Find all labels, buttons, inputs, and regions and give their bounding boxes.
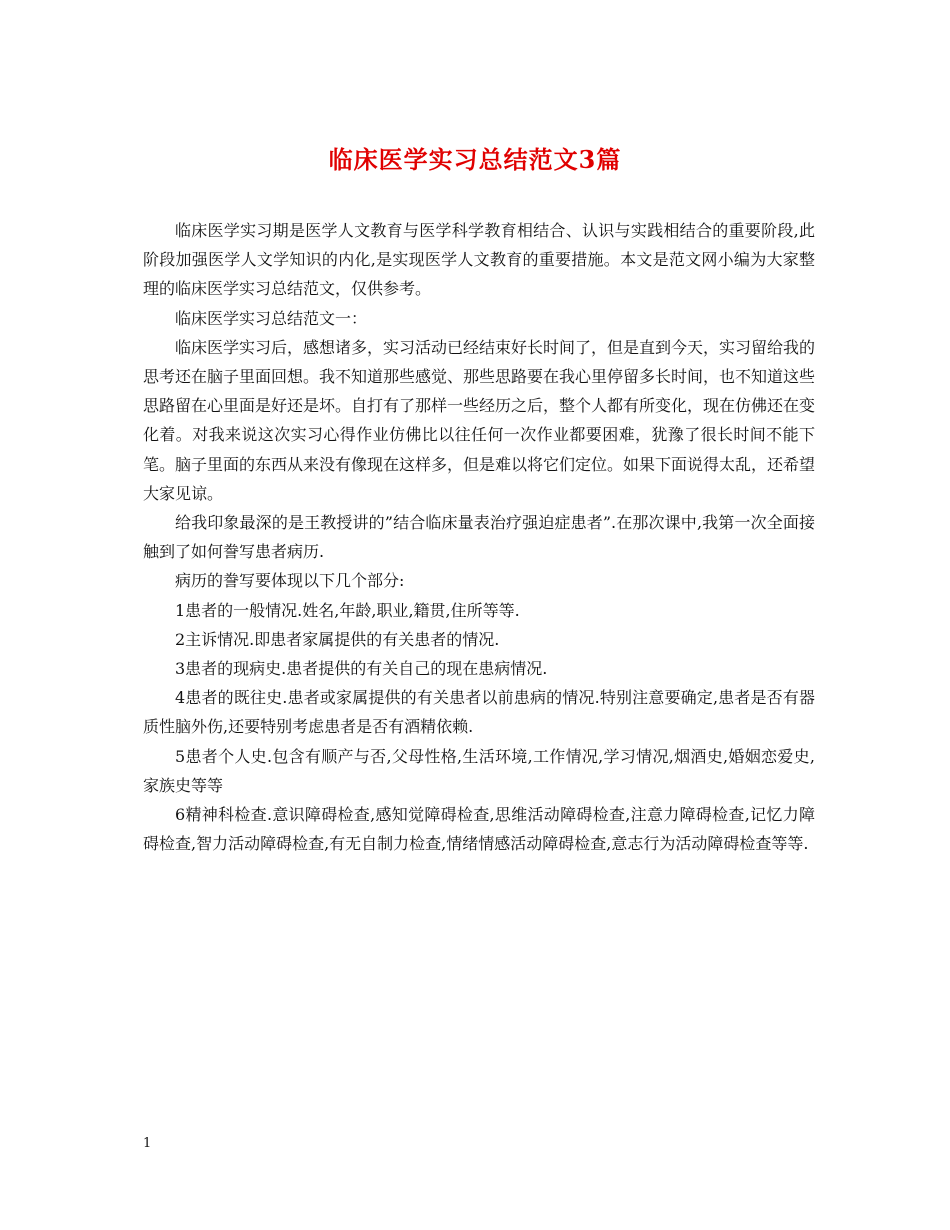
paragraph-record-parts: 病历的誊写要体现以下几个部分:	[175, 571, 405, 591]
list-item-present-illness: 3患者的现病史.患者提供的有关自己的现在患病情况.	[175, 659, 548, 679]
list-item-chief-complaint: 2主诉情况.即患者家属提供的有关患者的情况.	[175, 629, 500, 649]
paragraph-reflection: 临床医学实习后，感想诸多，实习活动已经结束好长时间了，但是直到今天，实习留给我的思考还在脑子里面回想。我不知道那些感觉、那些思路要在我心里停留多长时间，也不知道这些思路留在心里面是好还是坏。自打有了那样一些经历之后，整个人都有所变化，现在仿佛还在变化着。对我来说这次实习心得作业仿佛比以往任何一次作业都要困难，犹豫了很长时间不能下笔。脑子里面的东西从来没有像现在这样多，但是难以将它们定位。如果下面说得太乱，还希望大家见谅。	[143, 337, 816, 503]
paragraph-intro: 临床医学实习期是医学人文教育与医学科学教育相结合、认识与实践相结合的重要阶段,此阶段加强医学人文学知识的内化,是实现医学人文教育的重要措施。本文是范文网小编为大家整理的临床医学实习总结范文，仅供参考。	[143, 221, 815, 299]
document-body	[143, 216, 815, 858]
list-item-psychiatric-exam: 6精神科检查.意识障碍检查,感知觉障碍检查,思维活动障碍检查,注意力障碍检查,记忆力障碍检查,智力活动障碍检查,有无自制力检查,情绪情感活动障碍检查,意志行为活动障碍检查等等.	[143, 805, 815, 854]
document-title: 临床医学实习总结范文3篇	[328, 145, 622, 174]
list-item-past-history: 4患者的既往史.患者或家属提供的有关患者以前患病的情况.特别注意要确定,患者是否有器质性脑外伤,还要特别考虑患者是否有酒精依赖.	[143, 688, 815, 737]
list-item-personal-history: 5患者个人史.包含有顺产与否,父母性格,生活环境,工作情况,学习情况,烟酒史,婚姻恋爱史,家族史等等	[143, 746, 815, 795]
paragraph-section-heading: 临床医学实习总结范文一：	[175, 308, 368, 328]
page-number: 1	[143, 1136, 152, 1151]
list-item-general-info: 1患者的一般情况.姓名,年龄,职业,籍贯,住所等等.	[175, 600, 520, 620]
paragraph-impression: 给我印象最深的是王教授讲的”结合临床量表治疗强迫症患者”.在那次课中,我第一次全面接触到了如何誊写患者病历.	[143, 513, 815, 562]
